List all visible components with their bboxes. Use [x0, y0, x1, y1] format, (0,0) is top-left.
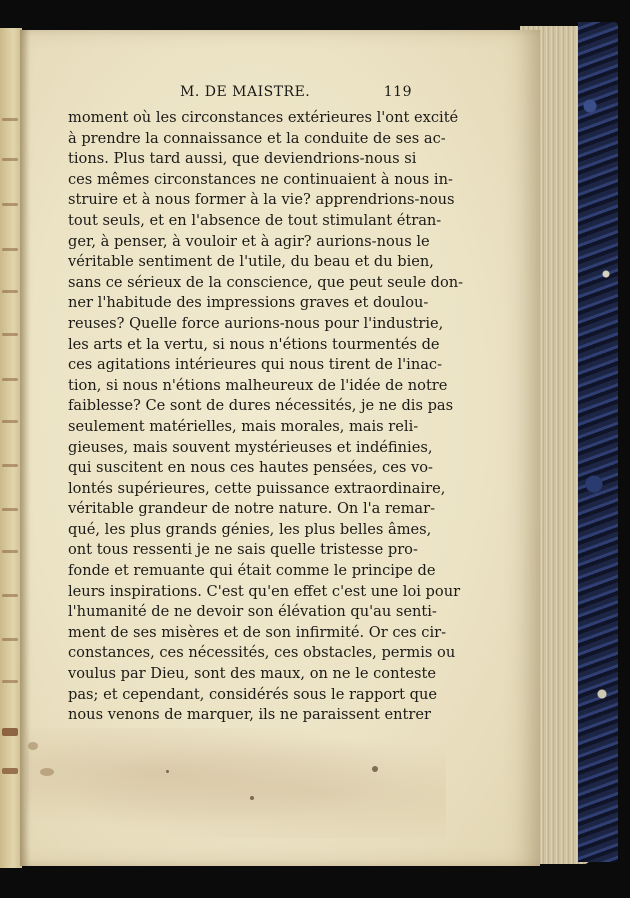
- text-line: tion, si nous n'étions malheureux de l'idée de notre: [68, 376, 448, 394]
- text-line: fonde et remuante qui était comme le principe de: [68, 562, 436, 580]
- foxing-spot: [28, 742, 38, 750]
- text-line: struire et à nous former à la vie? apprendrions-nous: [68, 191, 455, 209]
- bleed-through-mark: [2, 203, 18, 206]
- text-line: qué, les plus grands génies, les plus belles âmes,: [68, 520, 432, 538]
- page-text: [68, 84, 464, 726]
- page-number: 119: [383, 84, 412, 100]
- bleed-through-mark: [2, 158, 18, 161]
- text-line: l'humanité de ne devoir son élévation qu'au senti-: [68, 603, 437, 621]
- text-line: qui suscitent en nous ces hautes pensées, ces vo-: [68, 459, 433, 477]
- text-line: faiblesse? Ce sont de dures nécessités, je ne dis pas: [68, 397, 454, 415]
- bleed-through-mark: [2, 290, 18, 293]
- bleed-through-mark: [2, 118, 18, 121]
- text-line: reuses? Quelle force aurions-nous pour l'industrie,: [68, 314, 444, 332]
- ink-stain: [2, 728, 18, 736]
- text-line: voulus par Dieu, sont des maux, on ne le conteste: [68, 665, 436, 683]
- marbled-cover: [578, 22, 618, 862]
- foxing-spot: [372, 766, 378, 772]
- text-line: ment de ses misères et de son infirmité. Or ces cir-: [68, 623, 447, 641]
- text-line: moment où les circonstances extérieures l'ont excité: [68, 109, 459, 126]
- text-line: leurs inspirations. C'est qu'en effet c'est une loi pour: [68, 582, 461, 600]
- page-discoloration: [26, 728, 446, 838]
- text-line: nous venons de marquer, ils ne paraissent entrer: [68, 706, 431, 724]
- bleed-through-mark: [2, 333, 18, 336]
- text-line: pas; et cependant, considérés sous le rapport que: [68, 685, 437, 703]
- bleed-through-mark: [2, 248, 18, 251]
- text-line: tions. Plus tard aussi, que deviendrions-nous si: [68, 150, 417, 168]
- text-line: ger, à penser, à vouloir et à agir? aurions-nous le: [68, 232, 430, 250]
- text-line: les arts et la vertu, si nous n'étions tourmentés de: [68, 335, 440, 353]
- foxing-spot: [250, 796, 254, 800]
- facing-page-edge: [0, 28, 22, 868]
- bleed-through-mark: [2, 680, 18, 683]
- text-line: ces mêmes circonstances ne continuaient à nous in-: [68, 170, 453, 188]
- running-head-title: M. DE MAISTRE.: [180, 84, 311, 100]
- ink-stain: [2, 768, 18, 774]
- bleed-through-mark: [2, 378, 18, 381]
- text-line: tout seuls, et en l'absence de tout stimulant étran-: [68, 211, 442, 229]
- text-line: constances, ces nécessités, ces obstacles, permis ou: [68, 644, 456, 662]
- bleed-through-mark: [2, 594, 18, 597]
- bleed-through-mark: [2, 508, 18, 511]
- foxing-spot: [40, 768, 54, 776]
- text-line: ont tous ressenti je ne sais quelle tristesse pro-: [68, 541, 418, 559]
- text-line: seulement matérielles, mais morales, mais reli-: [68, 417, 419, 435]
- text-line: à prendre la connaissance et la conduite de ses ac-: [68, 129, 446, 147]
- foxing-spot: [166, 770, 169, 773]
- text-line: ces agitations intérieures qui nous tirent de l'inac-: [68, 356, 443, 374]
- text-line: sans ce sérieux de la conscience, que peut seule don-: [68, 273, 464, 291]
- bleed-through-mark: [2, 550, 18, 553]
- text-line: gieuses, mais souvent mystérieuses et indéfinies,: [68, 438, 433, 456]
- text-line: ner l'habitude des impressions graves et doulou-: [68, 294, 429, 312]
- running-head: [68, 84, 412, 106]
- bleed-through-mark: [2, 464, 18, 467]
- body-text: [68, 108, 464, 726]
- bleed-through-mark: [2, 420, 18, 423]
- text-line: véritable grandeur de notre nature. On l'a remar-: [68, 500, 436, 518]
- text-line: véritable sentiment de l'utile, du beau et du bien,: [68, 253, 434, 271]
- bleed-through-mark: [2, 638, 18, 641]
- text-line: lontés supérieures, cette puissance extraordinaire,: [68, 479, 446, 497]
